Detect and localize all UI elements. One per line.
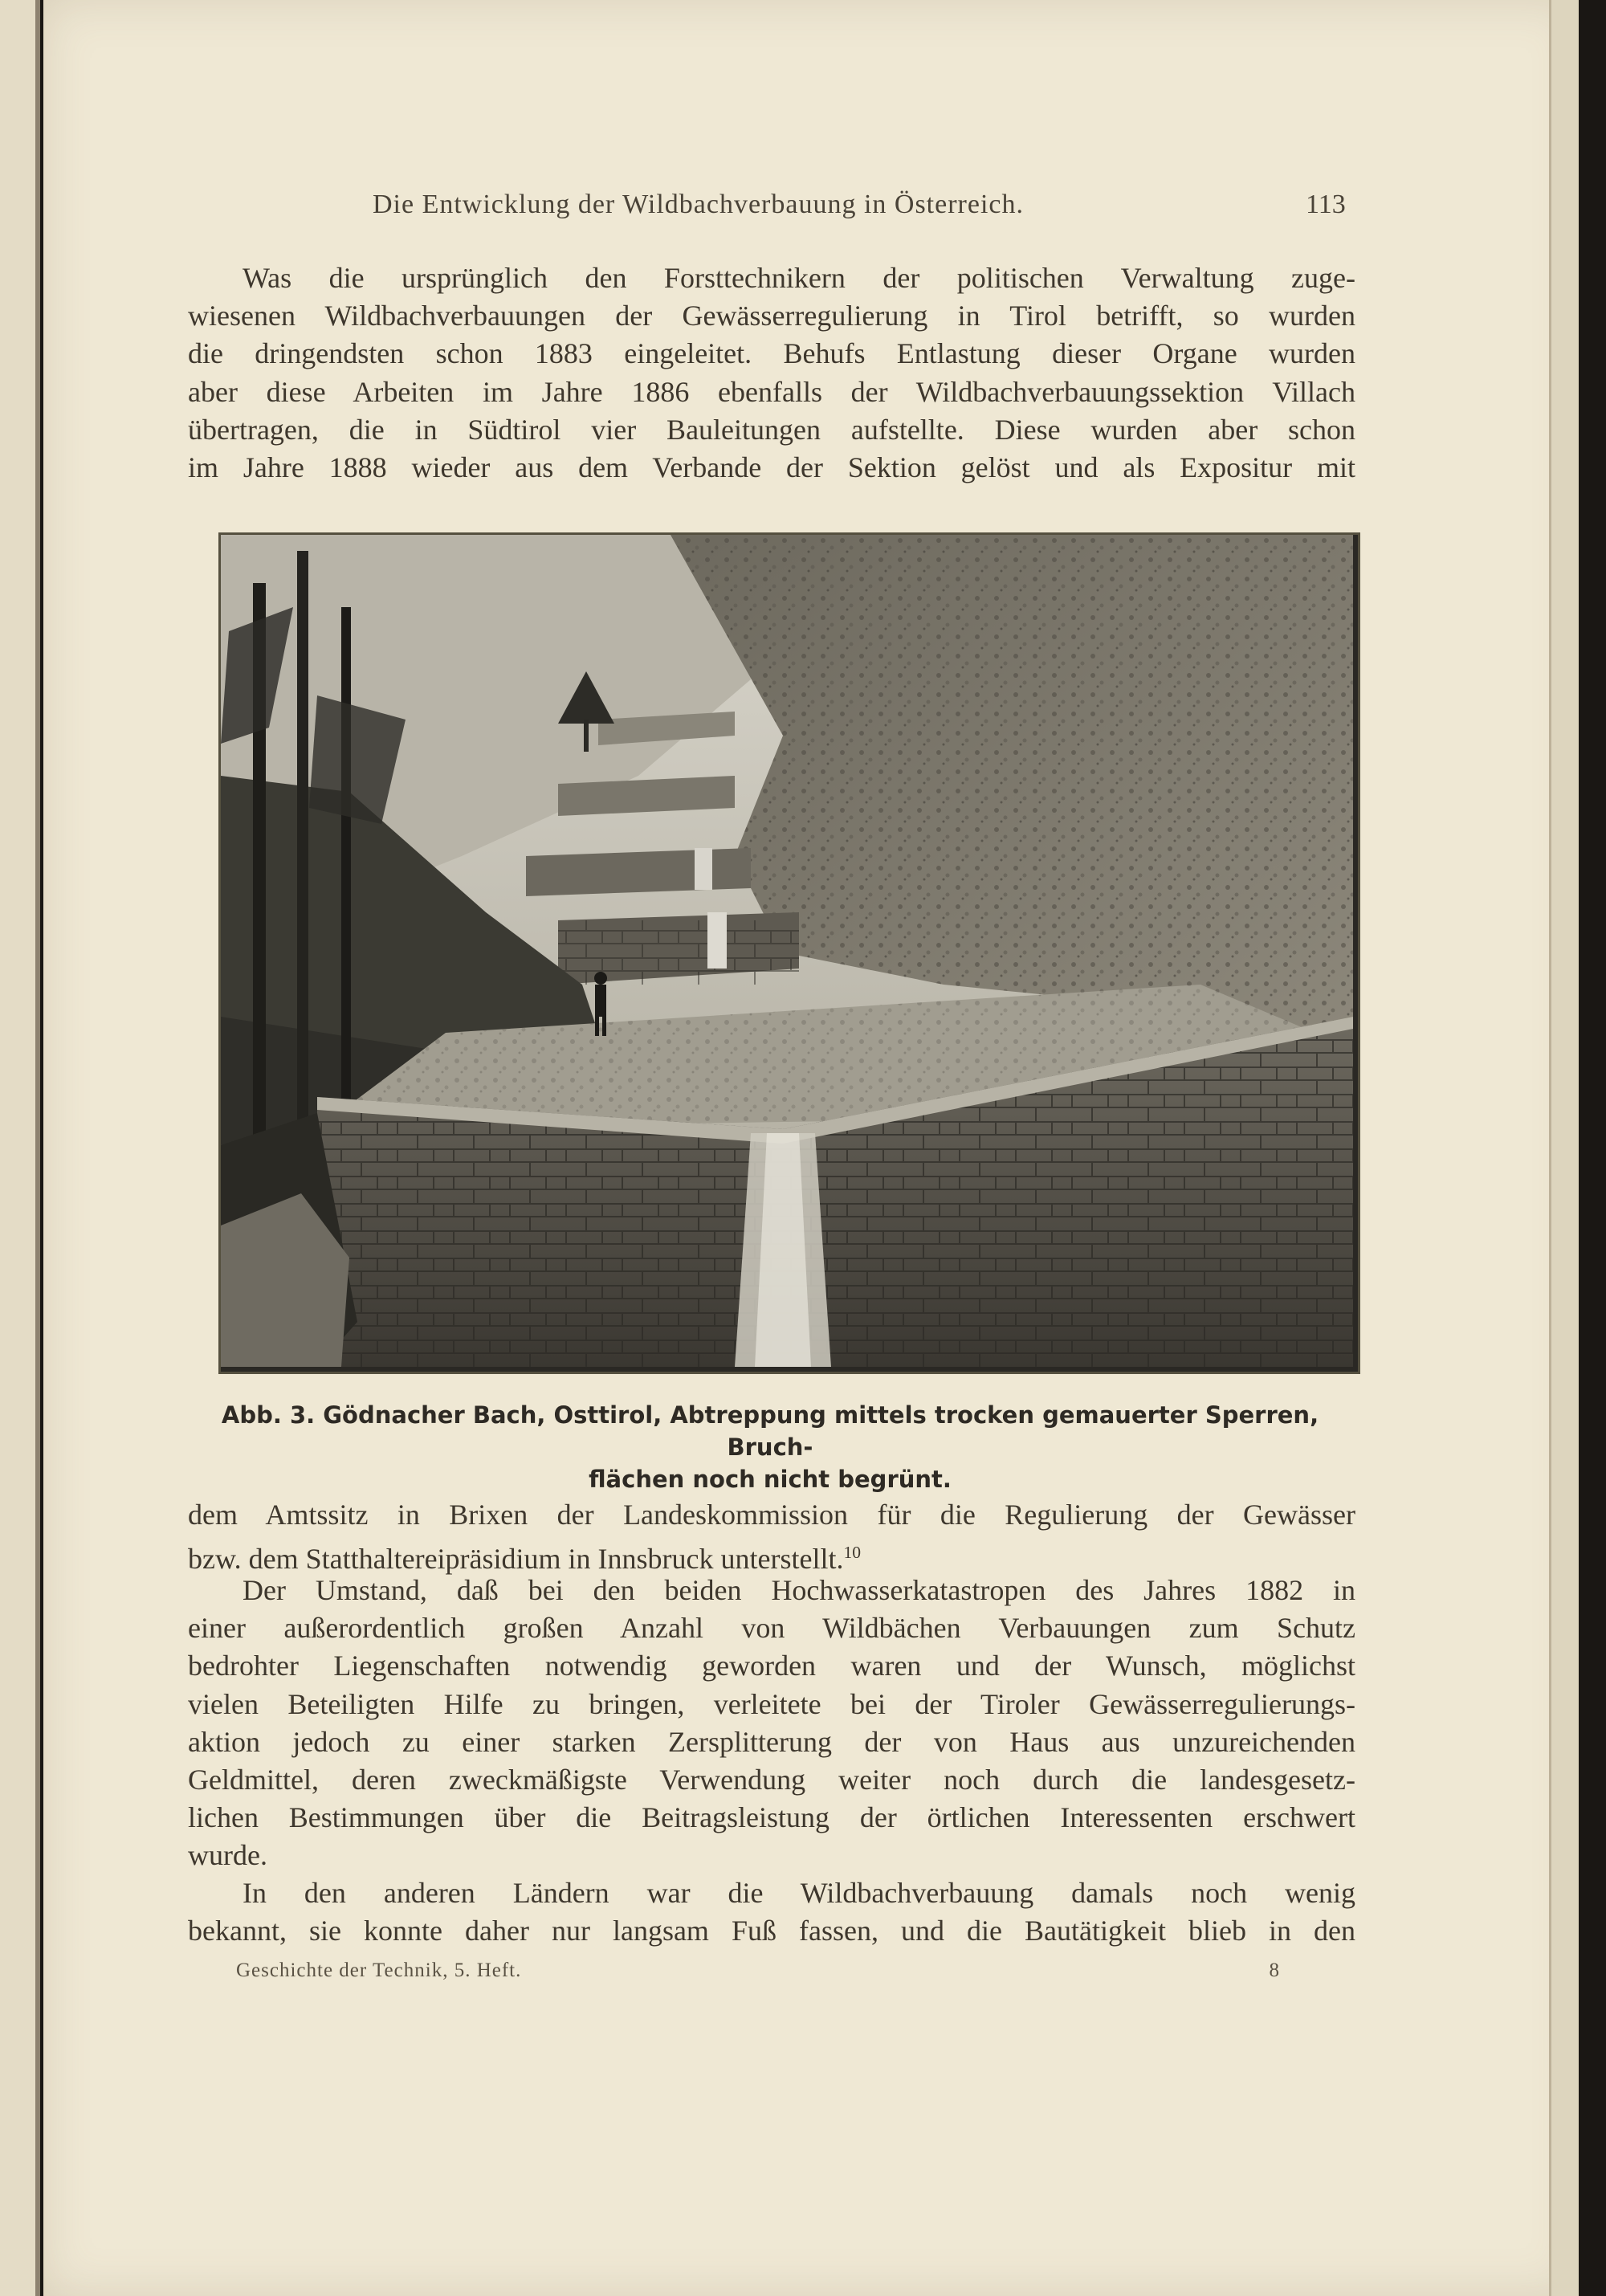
footer-series-title: Geschichte der Technik, 5. Heft. <box>236 1960 522 1981</box>
photograph-illustration <box>221 535 1353 1367</box>
page <box>43 0 1579 2296</box>
text-line: lichen Bestimmungen über die Beitragsleistung der örtlichen Interessenten erschwert <box>188 1801 1355 1834</box>
text-line: dem Amtssitz in Brixen der Landeskommission für die Regulierung der Gewässer <box>188 1499 1355 1531</box>
text-line: einer außerordentlich großen Anzahl von Wildbächen Verbauungen zum Schutz <box>188 1612 1355 1645</box>
page-number: 113 <box>1306 190 1346 219</box>
text-line: Geldmittel, deren zweckmäßigste Verwendung weiter noch durch die landesgesetz- <box>188 1764 1355 1796</box>
text-line: Der Umstand, daß bei den beiden Hochwasserkatastropen des Jahres 1882 in <box>243 1574 1355 1606</box>
footnote-reference: 10 <box>843 1543 862 1563</box>
text-line: bekannt, sie konnte daher nur langsam Fuß fassen, und die Bautätigkeit blieb in den <box>188 1915 1355 1947</box>
text-line: aktion jedoch zu einer starken Zersplitterung der von Haus aus unzureichenden <box>188 1725 1355 1758</box>
text-line: Was die ursprünglich den Forsttechnikern der politischen Verwaltung zuge- <box>243 262 1355 294</box>
page-footer <box>236 1960 1328 1982</box>
paragraph-2 <box>188 1496 1355 1578</box>
text-line-content: bzw. dem Statthaltereipräsidium in Innsbruck unterstellt. <box>188 1543 844 1576</box>
text-line: im Jahre 1888 wieder aus dem Verbande der Sektion gelöst und als Expositur mit <box>188 451 1355 484</box>
running-head: Die Entwicklung der Wildbachverbauung in Österreich. <box>373 190 1024 219</box>
text-line: In den anderen Ländern war die Wildbachverbauung damals noch wenig <box>243 1877 1355 1909</box>
text-line: bedrohter Liegenschaften notwendig geworden waren und der Wunsch, möglichst <box>188 1650 1355 1682</box>
page-fore-edge <box>1549 0 1579 2296</box>
paragraph-4 <box>188 1874 1355 1950</box>
caption-line: Abb. 3. Gödnacher Bach, Osttirol, Abtreppung mittels trocken gemauerter Sperren, Bruch- <box>221 1401 1319 1461</box>
text-line: aber diese Arbeiten im Jahre 1886 ebenfalls der Wildbachverbauungssektion Villach <box>188 375 1355 408</box>
photograph-torrent-check-dams <box>218 532 1360 1374</box>
paragraph-3 <box>188 1572 1355 1875</box>
text-line: wurde. <box>188 1839 267 1872</box>
text-line: wiesenen Wildbachverbauungen der Gewässerregulierung in Tirol betrifft, so wurden <box>188 300 1355 332</box>
caption-line: flächen noch nicht begrünt. <box>589 1466 952 1493</box>
figure-caption <box>180 1399 1360 1495</box>
text-line: übertragen, die in Südtirol vier Bauleitungen aufstellte. Diese wurden aber schon <box>188 413 1355 446</box>
text-line: vielen Beteiligten Hilfe zu bringen, verleitete bei der Tiroler Gewässerregulierungs- <box>188 1687 1355 1720</box>
text-line: die dringendsten schon 1883 eingeleitet. Behufs Entlastung dieser Organe wurden <box>188 337 1355 370</box>
signature-mark: 8 <box>1269 1960 1280 1981</box>
previous-page-edge <box>0 0 40 2296</box>
paragraph-1 <box>188 259 1355 487</box>
